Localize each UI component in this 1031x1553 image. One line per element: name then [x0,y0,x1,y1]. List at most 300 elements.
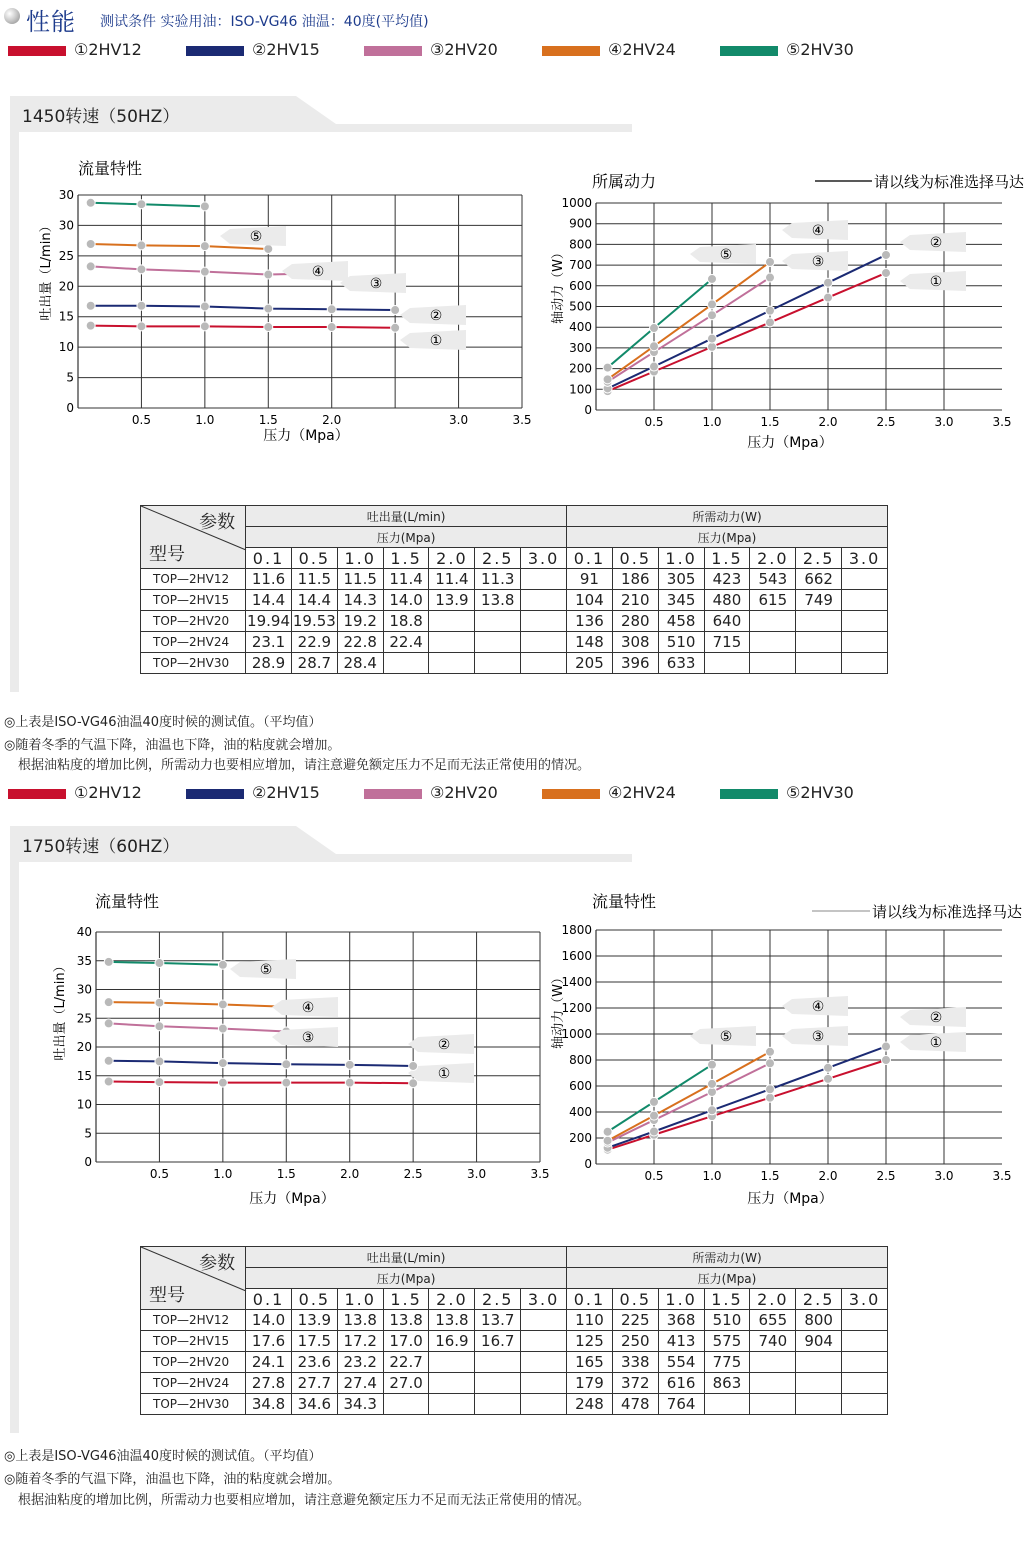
flow-cell [521,1352,567,1373]
power-cell: 372 [612,1373,658,1394]
pressure-cell: 3.0 [842,1289,888,1310]
legend-label: ④2HV24 [608,783,676,802]
x-tick-label: 3.0 [449,413,469,427]
performance-table-1750 [140,1246,888,1415]
data-point [86,198,95,207]
power-cell [842,632,888,653]
pressure-cell: 1.5 [383,1289,429,1310]
flow-cell [521,569,567,590]
flow-cell [429,1394,475,1415]
model-cell: TOP—2HV12 [141,569,246,590]
flow-cell: 18.8 [383,611,429,632]
power-cell: 368 [658,1310,704,1331]
power-cell: 136 [567,611,613,632]
legend-swatch [186,46,244,56]
y-tick-label: 5 [84,1126,92,1141]
data-point [409,1079,418,1088]
flow-cell: 13.8 [475,590,521,611]
series-badge-label: ④ [811,999,825,1015]
chart-title: 所属动力 [592,172,657,191]
data-point [766,1059,775,1068]
flow-cell: 16.9 [429,1331,475,1352]
series-badge-label: ② [929,1010,943,1026]
power-cell [842,653,888,674]
power-cell [842,611,888,632]
y-tick-label: 200 [569,1131,592,1145]
flow-cell: 24.1 [246,1352,292,1373]
x-tick-label: 2.5 [876,415,896,429]
flow-cell: 11.4 [383,569,429,590]
flow-cell: 13.8 [383,1310,429,1331]
chart-note: 请以线为标准选择马达 [872,903,1023,921]
corner-model-label: 型号 [149,1285,185,1306]
flow-cell: 16.7 [475,1331,521,1352]
power-cell [842,1331,888,1352]
y-axis-label: 轴动力（W） [551,971,566,1049]
flow-cell: 17.5 [291,1331,337,1352]
pressure-cell: 0.5 [612,548,658,569]
power-cell [750,1352,796,1373]
data-point [104,1056,113,1065]
y-tick-label: 10 [76,1097,92,1112]
flow-cell [475,653,521,674]
data-point [218,960,227,969]
model-cell: TOP—2HV20 [141,1352,246,1373]
model-cell: TOP—2HV15 [141,1331,246,1352]
section-band-1750 [0,826,640,858]
flow-cell [429,611,475,632]
flow-cell [521,1310,567,1331]
y-tick-label: 300 [569,340,592,355]
power-cell: 280 [612,611,658,632]
power-cell [842,569,888,590]
flow-cell: 22.9 [291,632,337,653]
data-point [603,363,612,372]
power-cell: 480 [704,590,750,611]
plot-area [550,923,1012,1207]
power-cell: 338 [612,1352,658,1373]
series-badge-label: ⑤ [259,962,273,978]
x-axis-label: 压力（Mpa） [747,1191,833,1207]
y-tick-label: 800 [569,237,592,252]
data-point [708,1060,717,1069]
x-tick-label: 2.5 [876,1169,896,1183]
data-point [766,273,775,282]
flow-chart-1450 [30,150,540,460]
power-cell [842,1394,888,1415]
power-cell: 740 [750,1331,796,1352]
flow-cell [521,653,567,674]
data-point [264,244,273,253]
data-point [137,200,146,209]
legend [8,785,1008,809]
page-title: 性能 [26,8,76,36]
data-point [137,322,146,331]
series-badge-label: ② [429,308,443,324]
flow-cell: 27.8 [246,1373,292,1394]
power-cell: 640 [704,611,750,632]
power-cell [796,611,842,632]
x-tick-label: 2.0 [818,415,838,429]
power-cell: 764 [658,1394,704,1415]
data-point [86,321,95,330]
flow-cell [429,1373,475,1394]
data-point [155,959,164,968]
x-tick-label: 2.5 [403,1167,423,1181]
x-tick-label: 1.0 [702,1169,722,1183]
model-cell: TOP—2HV24 [141,632,246,653]
series-badge-label: ③ [811,1029,825,1045]
data-point [345,1060,354,1069]
power-cell: 543 [750,569,796,590]
series-line [608,1052,770,1141]
power-cell: 345 [658,590,704,611]
flow-cell [475,1373,521,1394]
table-row [141,1373,888,1394]
x-tick-label: 3.5 [530,1167,550,1181]
flow-cell [429,632,475,653]
power-cell: 110 [567,1310,613,1331]
data-point [882,250,891,259]
power-cell: 863 [704,1373,750,1394]
y-tick-label: 25 [58,248,74,263]
chart-title: 流量特性 [592,892,657,911]
data-point [766,1093,775,1102]
pressure-cell: 2.0 [429,1289,475,1310]
y-axis-label: 吐出量（L/min） [53,959,68,1061]
power-cell: 413 [658,1331,704,1352]
y-tick-label: 40 [76,925,92,939]
data-point [766,257,775,266]
power-cell: 210 [612,590,658,611]
y-tick-label: 0 [584,403,592,417]
flow-cell: 34.6 [291,1394,337,1415]
pressure-cell: 0.1 [246,1289,292,1310]
model-cell: TOP—2HV24 [141,1373,246,1394]
performance-table-1450 [140,505,888,674]
x-tick-label: 1.5 [760,415,780,429]
data-point [603,1127,612,1136]
series-line [109,1082,413,1084]
chart-title: 流量特性 [95,892,160,911]
y-tick-label: 1200 [561,1001,592,1015]
y-tick-label: 20 [76,1040,92,1054]
power-cell: 308 [612,632,658,653]
power-header: 所需动力(W) [567,506,888,527]
data-point [155,998,164,1007]
flow-cell: 34.8 [246,1394,292,1415]
power-cell: 423 [704,569,750,590]
power-cell: 616 [658,1373,704,1394]
series-line [109,1061,413,1066]
data-point [282,1060,291,1069]
pressure-cell: 1.0 [658,1289,704,1310]
legend-swatch [720,789,778,799]
data-point [200,322,209,331]
data-point [650,1127,659,1136]
x-tick-label: 3.0 [934,1169,954,1183]
series-badge-label: ④ [311,264,325,280]
flow-cell: 27.7 [291,1373,337,1394]
y-tick-label: 200 [569,361,592,376]
x-tick-label: 0.5 [644,1169,664,1183]
flow-cell: 14.4 [246,590,292,611]
power-cell [750,653,796,674]
data-point [650,1097,659,1106]
power-cell [750,611,796,632]
data-point [104,957,113,966]
data-point [86,301,95,310]
x-tick-label: 1.5 [760,1169,780,1183]
legend [8,42,1008,66]
data-point [86,239,95,248]
power-cell: 615 [750,590,796,611]
flow-cell [521,1394,567,1415]
data-point [766,318,775,327]
pressure-header: 压力(Mpa) [246,527,567,548]
pressure-cell: 2.0 [750,548,796,569]
y-tick-label: 500 [569,299,592,314]
flow-cell: 14.0 [383,590,429,611]
series-badge-label: ① [437,1066,451,1082]
power-cell: 662 [796,569,842,590]
data-point [282,1078,291,1087]
plot-area [38,188,532,444]
data-point [708,334,717,343]
data-point [824,1074,833,1083]
data-point [766,1085,775,1094]
legend-label: ④2HV24 [608,40,676,59]
flow-cell: 13.9 [429,590,475,611]
power-cell: 510 [704,1310,750,1331]
y-tick-label: 30 [58,218,74,233]
data-point [708,274,717,283]
legend-swatch [364,789,422,799]
series-badge-label: ④ [811,223,825,239]
flow-cell: 14.4 [291,590,337,611]
legend-swatch [720,46,778,56]
flow-cell: 28.9 [246,653,292,674]
pressure-cell: 2.5 [475,1289,521,1310]
pressure-cell: 1.0 [337,1289,383,1310]
y-tick-label: 100 [569,382,592,397]
flow-header: 吐出量(L/min) [246,506,567,527]
flow-cell: 19.94 [247,612,290,630]
power-cell: 104 [567,590,613,611]
pressure-cell: 3.0 [842,548,888,569]
power-cell [796,1352,842,1373]
legend-swatch [8,789,66,799]
series-badge-label: ⑤ [249,229,263,245]
power-cell: 225 [612,1310,658,1331]
x-axis-label: 压力（Mpa） [249,1191,335,1207]
table-row [141,569,888,590]
flow-cell [521,1373,567,1394]
model-cell: TOP—2HV30 [141,653,246,674]
x-tick-label: 1.0 [213,1167,233,1181]
flow-cell: 13.8 [337,1310,383,1331]
pressure-header: 压力(Mpa) [567,1268,888,1289]
section-band-1450 [0,96,640,128]
x-tick-label: 0.5 [131,413,151,427]
power-cell [750,1394,796,1415]
data-point [409,1061,418,1070]
note-line: 根据油粘度的增加比例，所需动力也要相应增加，请注意避免额定压力不足而无法正常使用的情况。 [18,1493,591,1508]
series-line [109,1023,287,1031]
flow-cell: 11.4 [429,569,475,590]
bullet-ball-icon [4,8,20,24]
pressure-cell: 1.5 [704,1289,750,1310]
data-point [650,1111,659,1120]
plot-area [52,925,550,1207]
power-cell: 205 [567,653,613,674]
data-point [218,1024,227,1033]
flow-cell [475,611,521,632]
series-badge-label: ⑤ [719,247,733,263]
power-cell: 715 [704,632,750,653]
flow-cell: 11.6 [246,569,292,590]
series-badge-label: ③ [301,1030,315,1046]
legend-label: ②2HV15 [252,40,320,59]
flow-cell: 27.4 [337,1373,383,1394]
flow-cell: 34.3 [337,1394,383,1415]
series-line [608,278,770,382]
model-cell: TOP—2HV30 [141,1394,246,1415]
flow-cell [521,1331,567,1352]
y-tick-label: 5 [66,370,74,385]
power-cell: 458 [658,611,704,632]
legend-label: ⑤2HV30 [786,783,854,802]
series-badge-label: ⑤ [719,1029,733,1045]
power-cell: 179 [567,1373,613,1394]
y-tick-label: 10 [58,340,74,355]
power-cell [704,1394,750,1415]
flow-cell: 17.2 [337,1331,383,1352]
power-cell: 478 [612,1394,658,1415]
series-badge-label: ③ [811,254,825,270]
data-point [104,1077,113,1086]
power-cell [704,653,750,674]
model-cell: TOP—2HV12 [141,1310,246,1331]
data-point [708,300,717,309]
x-tick-label: 1.0 [702,415,722,429]
y-axis-label: 吐出量（L/min） [39,219,54,321]
x-tick-label: 3.5 [512,413,532,427]
flow-cell: 28.7 [291,653,337,674]
pressure-cell: 0.5 [291,1289,337,1310]
x-tick-label: 0.5 [149,1167,169,1181]
data-point [200,242,209,251]
flow-cell: 23.2 [337,1352,383,1373]
table-row [141,611,888,632]
power-cell: 510 [658,632,704,653]
data-point [137,265,146,274]
series-badge-label: ② [437,1037,451,1053]
pressure-header: 压力(Mpa) [246,1268,567,1289]
data-point [137,241,146,250]
data-point [882,1056,891,1065]
legend-label: ③2HV20 [430,40,498,59]
data-point [650,324,659,333]
data-point [155,1022,164,1031]
power-cell [796,632,842,653]
power-cell: 633 [658,653,704,674]
flow-cell [429,1352,475,1373]
power-cell [842,590,888,611]
data-point [200,302,209,311]
series-badge-label: ④ [301,1000,315,1016]
table-row [141,1394,888,1415]
x-tick-label: 3.5 [992,415,1012,429]
note-line: 根据油粘度的增加比例，所需动力也要相应增加，请注意避免额定压力不足而无法正常使用的情况。 [18,758,591,773]
power-cell: 305 [658,569,704,590]
section-title: 1750转速（60HZ） [22,837,180,857]
data-point [218,1059,227,1068]
power-cell [796,1394,842,1415]
power-cell: 575 [704,1331,750,1352]
note-line: ◎随着冬季的气温下降，油温也下降，油的粘度就会增加。 [4,1472,341,1487]
series-line [91,203,205,207]
x-axis-label: 压力（Mpa） [263,428,349,444]
y-tick-label: 0 [66,401,74,415]
pressure-cell: 2.5 [475,548,521,569]
data-point [137,301,146,310]
corner-param-label: 参数 [199,1253,236,1274]
flow-cell [383,653,429,674]
y-tick-label: 20 [58,279,74,294]
data-point [327,323,336,332]
x-tick-label: 2.0 [818,1169,838,1183]
y-tick-label: 15 [58,309,74,324]
power-cell: 749 [796,590,842,611]
table-row [141,1310,888,1331]
x-tick-label: 3.0 [467,1167,487,1181]
flow-cell: 22.8 [337,632,383,653]
power-cell: 165 [567,1352,613,1373]
x-tick-label: 3.0 [934,415,954,429]
pressure-cell: 2.0 [750,1289,796,1310]
series-badge-label: ③ [369,276,383,292]
data-point [824,1063,833,1072]
flow-cell: 17.6 [246,1331,292,1352]
pressure-cell: 3.0 [521,1289,567,1310]
series-badge-label: ① [929,1035,943,1051]
y-tick-label: 1600 [561,949,592,963]
page-header [0,0,1031,40]
corner-param-label: 参数 [199,512,236,533]
pressure-header: 压力(Mpa) [567,527,888,548]
pressure-cell: 1.5 [704,548,750,569]
series-badge-label: ① [929,274,943,290]
pressure-cell: 0.1 [246,548,292,569]
y-tick-label: 400 [569,1105,592,1119]
data-point [708,311,717,320]
data-point [104,1019,113,1028]
model-cell: TOP—2HV15 [141,590,246,611]
data-point [824,293,833,302]
plot-area [550,196,1012,451]
legend-label: ①2HV12 [74,783,142,802]
flow-chart-1750 [30,885,550,1215]
data-point [391,323,400,332]
data-point [345,1078,354,1087]
flow-cell [475,632,521,653]
data-point [882,1042,891,1051]
flow-cell: 11.3 [475,569,521,590]
y-axis-label: 轴动力（W） [551,246,566,324]
power-cell: 775 [704,1352,750,1373]
flow-cell: 27.0 [383,1373,429,1394]
